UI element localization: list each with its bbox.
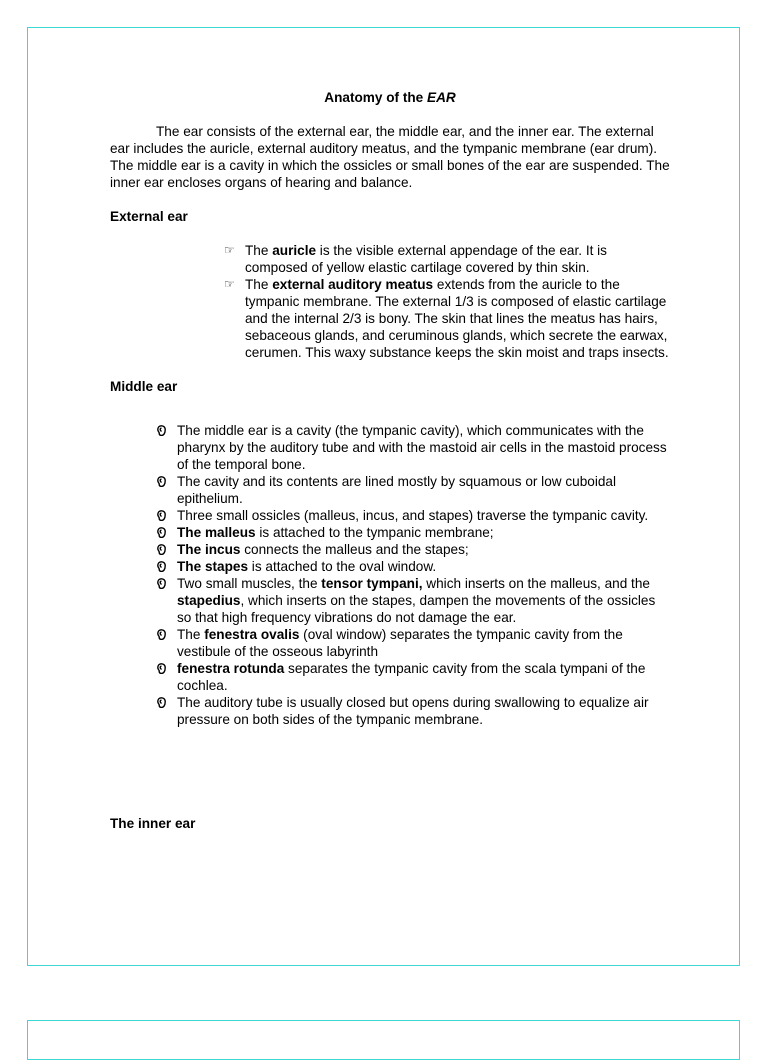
item-text: Two small muscles, the xyxy=(177,576,322,591)
item-text: (oval window) separates the tympanic cavity from the vestibule of the osseous labyrinth xyxy=(177,627,623,659)
intro-paragraph: The ear consists of the external ear, the middle ear, and the inner ear. The external ear includes the auricle, external auditory meatus, and the tympanic membrane (ear drum). The middle ear is a cavity in which the ossicles or small bones of the ear are suspended. The inner ear encloses organs of hearing and balance. xyxy=(110,124,670,190)
item-bold: The incus xyxy=(177,542,241,557)
item-text: separates the tympanic cavity from the scala tympani of the cochlea. xyxy=(177,661,646,693)
middle-ear-heading: Middle ear xyxy=(110,379,178,394)
item-text: The xyxy=(177,627,205,642)
item-bold: auricle xyxy=(272,243,317,258)
document-page xyxy=(27,27,740,966)
item-bold: fenestra ovalis xyxy=(204,627,300,642)
ear-icon xyxy=(157,578,166,589)
external-ear-list xyxy=(110,242,670,361)
ear-icon xyxy=(157,629,166,640)
item-text: connects the malleus and the stapes; xyxy=(240,542,469,557)
list-item xyxy=(110,524,670,541)
item-text: is the visible external appendage of the ear. It is composed of yellow elastic cartilage covered by thin skin. xyxy=(245,243,607,275)
ear-icon xyxy=(157,510,166,521)
item-bold: tensor tympani, xyxy=(321,576,423,591)
ear-icon xyxy=(157,561,166,572)
item-text: , which inserts on the stapes, dampen the movements of the ossicles so that high frequency vibrations do not damage the ear. xyxy=(177,593,656,625)
item-text: The xyxy=(245,243,273,258)
ear-icon xyxy=(157,425,166,436)
item-text: The middle ear is a cavity (the tympanic cavity), which communicates with the pharynx by the auditory tube and with the mastoid air cells in the mastoid process of the temporal bone. xyxy=(177,423,667,472)
list-item xyxy=(110,422,670,473)
item-bold: The stapes xyxy=(177,559,249,574)
list-item xyxy=(110,276,670,361)
list-item xyxy=(110,558,670,575)
list-item xyxy=(110,541,670,558)
title-prefix: Anatomy of the xyxy=(324,90,427,105)
item-text: is attached to the tympanic membrane; xyxy=(255,525,494,540)
pointing-hand-icon: ☞ xyxy=(224,243,235,257)
list-item xyxy=(110,473,670,507)
document-title xyxy=(110,89,670,106)
list-item xyxy=(110,626,670,660)
page-content xyxy=(110,86,670,832)
inner-ear-heading: The inner ear xyxy=(110,816,196,831)
item-bold: The malleus xyxy=(177,525,256,540)
next-page xyxy=(27,1020,740,1060)
item-text: is attached to the oval window. xyxy=(248,559,437,574)
item-text: The auditory tube is usually closed but opens during swallowing to equalize air pressure on both sides of the tympanic membrane. xyxy=(177,695,649,727)
list-item xyxy=(110,694,670,728)
ear-icon xyxy=(157,527,166,538)
list-item xyxy=(110,575,670,626)
item-text: The xyxy=(245,277,273,292)
item-text: The cavity and its contents are lined mostly by squamous or low cuboidal epithelium. xyxy=(177,474,616,506)
item-bold: stapedius xyxy=(177,593,241,608)
ear-icon xyxy=(157,663,166,674)
item-text: extends from the auricle to the tympanic membrane. The external 1/3 is composed of elastic cartilage and the internal 2/3 is bony. The skin that lines the meatus has hairs, sebaceous glands, and ceruminous glands, which secrete the earwax, cerumen. This waxy substance keeps the skin moist and traps insects. xyxy=(245,277,669,360)
list-item xyxy=(110,660,670,694)
ear-icon xyxy=(157,697,166,708)
pointing-hand-icon: ☞ xyxy=(224,277,235,291)
item-text: Three small ossicles (malleus, incus, and stapes) traverse the tympanic cavity. xyxy=(177,508,649,523)
list-item xyxy=(110,242,670,276)
item-bold: fenestra rotunda xyxy=(177,661,285,676)
ear-icon xyxy=(157,476,166,487)
external-ear-heading: External ear xyxy=(110,209,188,224)
list-item xyxy=(110,507,670,524)
item-bold: external auditory meatus xyxy=(272,277,434,292)
middle-ear-list xyxy=(110,422,670,728)
item-text: which inserts on the malleus, and the xyxy=(422,576,650,591)
title-emphasis: EAR xyxy=(427,90,456,105)
ear-icon xyxy=(157,544,166,555)
